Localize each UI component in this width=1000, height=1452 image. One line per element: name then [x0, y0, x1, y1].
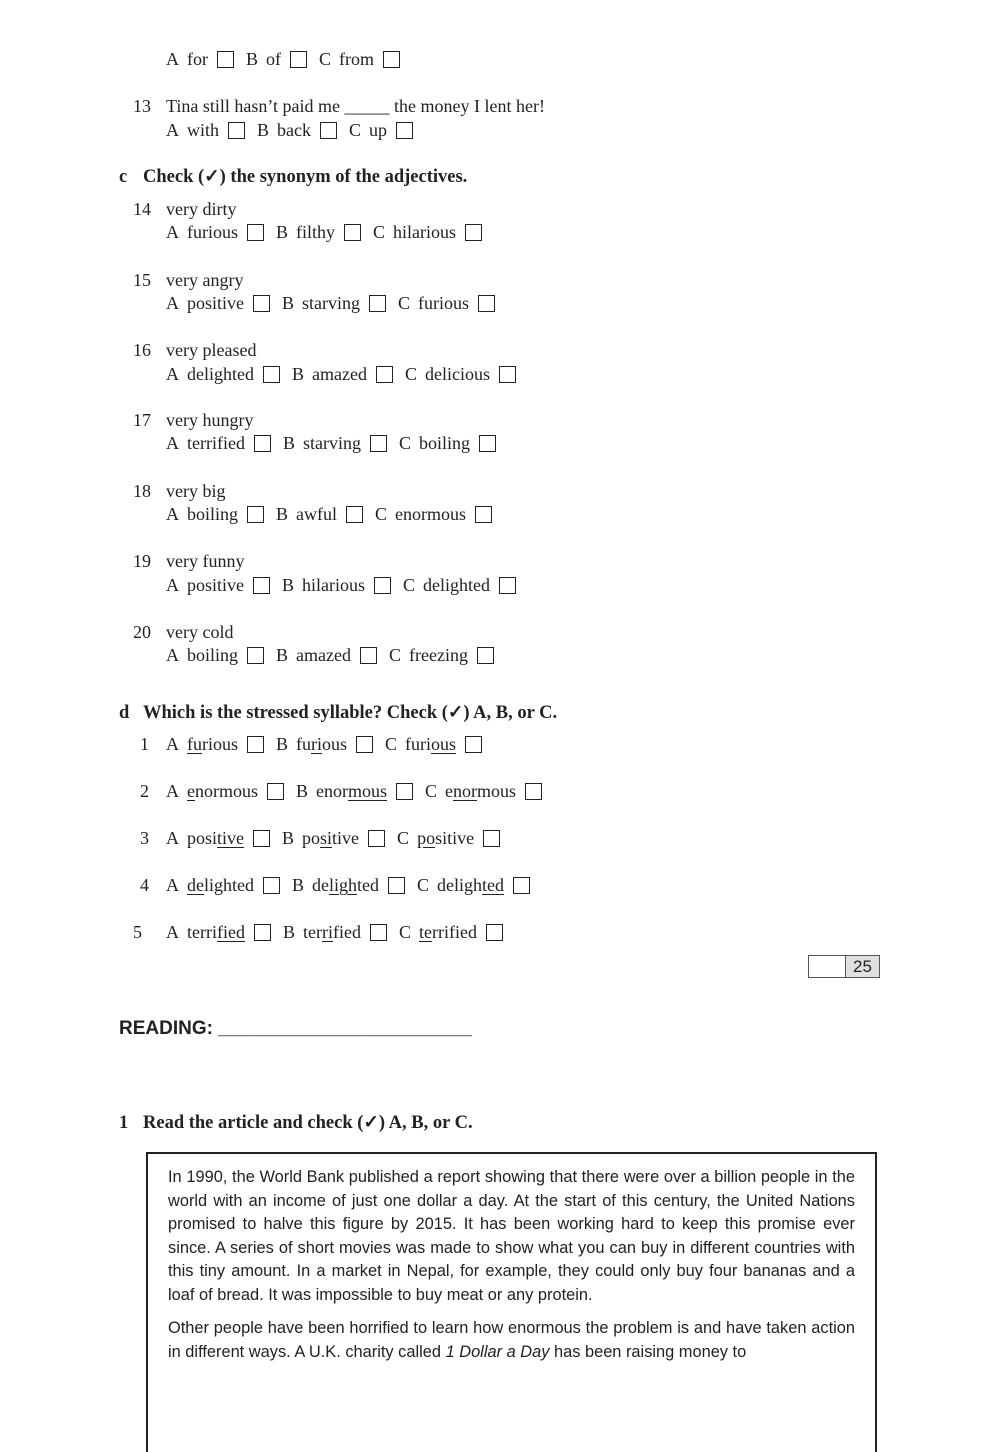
- q17-checkbox-b[interactable]: [370, 435, 387, 452]
- q18-option-c: C enormous: [375, 504, 492, 525]
- q20-checkbox-b[interactable]: [360, 647, 377, 664]
- score-box: [808, 955, 880, 978]
- q13-text: Tina still hasn’t paid me _____ the money I lent her!: [166, 96, 545, 116]
- q19-option-c: C delighted: [403, 575, 516, 596]
- stress-4-option-b: B de ligh ted: [292, 875, 405, 896]
- article-paragraph-2: Other people have been horrified to learn how enormous the problem is and have taken action in different ways. A U.K. charity called 1 Dollar a Day has been raising money to: [168, 1319, 855, 1361]
- q17-options: [166, 433, 508, 454]
- q13-checkbox-b[interactable]: [320, 122, 337, 139]
- q14-options: [166, 222, 494, 243]
- charity-name: 1 Dollar a Day: [445, 1342, 550, 1361]
- q17-checkbox-c[interactable]: [479, 435, 496, 452]
- q15-checkbox-a[interactable]: [253, 295, 270, 312]
- stress-item-5: 5 A terri fied B ter ri fied C te rrified: [133, 922, 515, 943]
- q20-prompt: 20 very cold: [133, 622, 234, 642]
- stress-1-checkbox-b[interactable]: [356, 736, 373, 753]
- q14-option-c: C hilarious: [373, 222, 482, 243]
- stress-item-4: 4 A de lighted B de ligh ted C deligh ted: [140, 875, 542, 896]
- stress-4-checkbox-b[interactable]: [388, 877, 405, 894]
- q15-option-a: A positive: [166, 293, 270, 314]
- q15-prompt: 15 very angry: [133, 270, 244, 290]
- reading-heading: READING: ________________________: [119, 1018, 472, 1039]
- q12-checkbox-c[interactable]: [383, 51, 400, 68]
- q20-option-a: A boiling: [166, 645, 264, 666]
- q12-checkbox-a[interactable]: [217, 51, 234, 68]
- q19-checkbox-b[interactable]: [374, 577, 391, 594]
- stress-2-checkbox-b[interactable]: [396, 783, 413, 800]
- q14-prompt: 14 very dirty: [133, 199, 237, 219]
- q20-checkbox-c[interactable]: [477, 647, 494, 664]
- stress-3-option-a: A posi tive: [166, 828, 270, 849]
- q12-checkbox-b[interactable]: [290, 51, 307, 68]
- stress-1-checkbox-c[interactable]: [465, 736, 482, 753]
- q14-option-b: B filthy: [276, 222, 361, 243]
- q12-option-b: B of: [246, 49, 307, 70]
- q16-checkbox-b[interactable]: [376, 366, 393, 383]
- q19-checkbox-a[interactable]: [253, 577, 270, 594]
- stress-5-option-c: C te rrified: [399, 922, 503, 943]
- stress-4-option-a: A de lighted: [166, 875, 280, 896]
- q17-prompt: 17 very hungry: [133, 410, 254, 430]
- q13-number: 13: [133, 96, 151, 116]
- article-box: [146, 1152, 877, 1452]
- stress-item-1: 1 A fu rious B fu ri ous C furi ous: [140, 734, 494, 755]
- q14-checkbox-b[interactable]: [344, 224, 361, 241]
- q17-option-c: C boiling: [399, 433, 496, 454]
- q13-option-a: A with: [166, 120, 245, 141]
- q12-options: [166, 49, 412, 70]
- q16-option-a: A delighted: [166, 364, 280, 385]
- stress-1-option-b: B fu ri ous: [276, 734, 373, 755]
- q16-option-b: B amazed: [292, 364, 393, 385]
- stress-2-checkbox-c[interactable]: [525, 783, 542, 800]
- stress-4-checkbox-c[interactable]: [513, 877, 530, 894]
- stress-4-option-c: C deligh ted: [417, 875, 530, 896]
- stress-3-checkbox-b[interactable]: [368, 830, 385, 847]
- q15-checkbox-c[interactable]: [478, 295, 495, 312]
- q16-checkbox-c[interactable]: [499, 366, 516, 383]
- q15-options: [166, 293, 507, 314]
- stress-1-option-c: C furi ous: [385, 734, 482, 755]
- stress-2-option-c: C e nor mous: [425, 781, 542, 802]
- q13-checkbox-c[interactable]: [396, 122, 413, 139]
- section-d-heading: d Which is the stressed syllable? Check (✓) A, B, or C.: [119, 703, 558, 723]
- stress-3-checkbox-a[interactable]: [253, 830, 270, 847]
- q19-prompt: 19 very funny: [133, 551, 245, 571]
- stress-item-2: 2 A e normous B enor mous C e nor mous: [140, 781, 554, 802]
- q20-options: [166, 645, 506, 666]
- stress-item-3: 3 A posi tive B po si tive C po sitive: [140, 828, 512, 849]
- q13-options: [166, 120, 425, 141]
- q16-options: [166, 364, 528, 385]
- stress-3-option-c: C po sitive: [397, 828, 500, 849]
- q18-option-b: B awful: [276, 504, 363, 525]
- q15-checkbox-b[interactable]: [369, 295, 386, 312]
- q12-option-c: C from: [319, 49, 400, 70]
- q16-checkbox-a[interactable]: [263, 366, 280, 383]
- q18-option-a: A boiling: [166, 504, 264, 525]
- article-paragraph-1: In 1990, the World Bank published a report showing that there were over a billion people in the world with an income of just one dollar a day. At the start of this century, the United Nations promised to halve this figure by 2015. It has been working hard to keep this promise ever since. A series of short movies was made to show what you can buy in different countries with this tiny amount. In a market in Nepal, for example, they could only buy four bananas and a loaf of bread. It was impossible to buy meat or any protein.: [168, 1168, 855, 1304]
- q19-option-b: B hilarious: [282, 575, 391, 596]
- q13-checkbox-a[interactable]: [228, 122, 245, 139]
- q20-checkbox-a[interactable]: [247, 647, 264, 664]
- stress-4-checkbox-a[interactable]: [263, 877, 280, 894]
- q14-checkbox-c[interactable]: [465, 224, 482, 241]
- stress-2-option-a: A e normous: [166, 781, 284, 802]
- q18-checkbox-b[interactable]: [346, 506, 363, 523]
- q18-checkbox-a[interactable]: [247, 506, 264, 523]
- q13-option-b: B back: [257, 120, 337, 141]
- q18-checkbox-c[interactable]: [475, 506, 492, 523]
- q20-option-b: B amazed: [276, 645, 377, 666]
- stress-5-checkbox-b[interactable]: [370, 924, 387, 941]
- q14-checkbox-a[interactable]: [247, 224, 264, 241]
- q17-option-b: B starving: [283, 433, 387, 454]
- stress-3-option-b: B po si tive: [282, 828, 385, 849]
- q16-prompt: 16 very pleased: [133, 340, 257, 360]
- q12-option-a: A for: [166, 49, 234, 70]
- stress-1-option-a: A fu rious: [166, 734, 264, 755]
- q13-option-c: C up: [349, 120, 413, 141]
- q16-option-c: C delicious: [405, 364, 516, 385]
- q15-option-c: C furious: [398, 293, 495, 314]
- q18-options: [166, 504, 504, 525]
- stress-3-checkbox-c[interactable]: [483, 830, 500, 847]
- stress-1-checkbox-a[interactable]: [247, 736, 264, 753]
- stress-5-option-a: A terri fied: [166, 922, 271, 943]
- stress-2-checkbox-a[interactable]: [267, 783, 284, 800]
- q19-options: [166, 575, 528, 596]
- score-input[interactable]: [809, 956, 846, 977]
- q19-checkbox-c[interactable]: [499, 577, 516, 594]
- score-total: 25: [846, 956, 879, 977]
- section-c-heading: c Check (✓) the synonym of the adjectives.: [119, 167, 468, 187]
- stress-2-option-b: B enor mous: [296, 781, 413, 802]
- q14-option-a: A furious: [166, 222, 264, 243]
- q20-option-c: C freezing: [389, 645, 494, 666]
- q15-option-b: B starving: [282, 293, 386, 314]
- stress-5-checkbox-a[interactable]: [254, 924, 271, 941]
- stress-5-option-b: B ter ri fied: [283, 922, 387, 943]
- q13-stem: [133, 96, 545, 117]
- q19-option-a: A positive: [166, 575, 270, 596]
- reading-q1-instruction: 1 Read the article and check (✓) A, B, or C.: [119, 1113, 473, 1133]
- stress-5-checkbox-c[interactable]: [486, 924, 503, 941]
- q17-checkbox-a[interactable]: [254, 435, 271, 452]
- q18-prompt: 18 very big: [133, 481, 226, 501]
- q17-option-a: A terrified: [166, 433, 271, 454]
